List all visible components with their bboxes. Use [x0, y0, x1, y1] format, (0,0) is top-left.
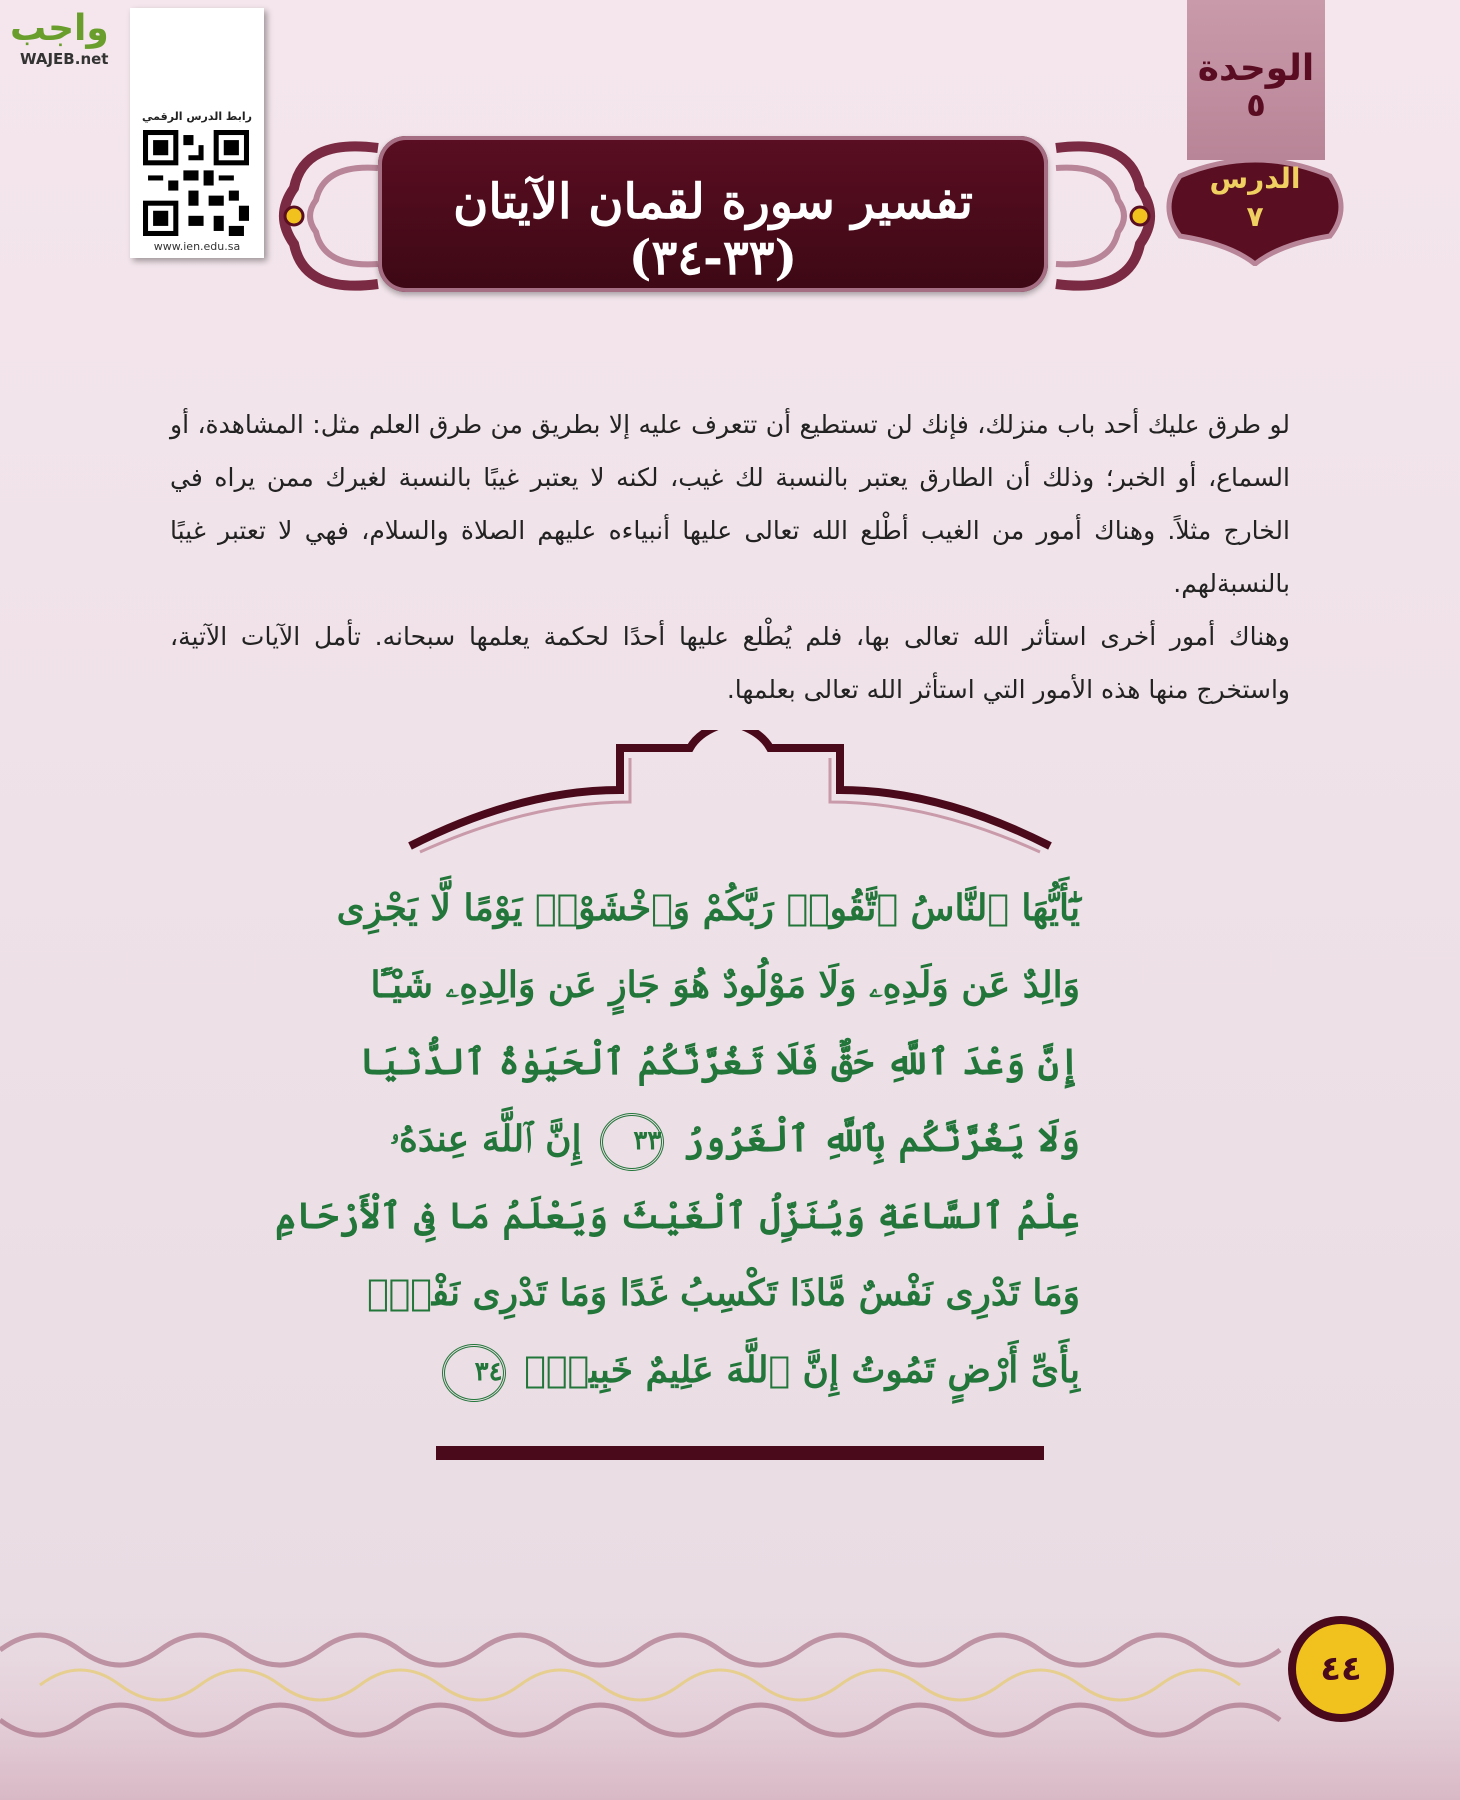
quran-verses — [275, 870, 1080, 1409]
verse-line-3: إِنَّ وَعْدَ ٱللَّهِ حَقٌّ فَلَا تَغُرَّنَّكُمُ ٱلْحَيَوٰةُ ٱلدُّنْيَا — [359, 1041, 1080, 1083]
section-divider — [436, 1446, 1044, 1460]
title-left-ornament-icon — [264, 138, 384, 294]
verse-line-7 — [390, 1332, 1080, 1409]
lesson-badge — [1160, 148, 1350, 266]
unit-label: الوحدة — [1197, 48, 1315, 89]
logo-arabic: واجب — [10, 8, 109, 49]
verse-line-2: وَالِدٌ عَن وَلَدِهِۦ وَلَا مَوْلُودٌ هُوَ جَازٍ عَن وَالِدِهِۦ شَيْـًٔا — [370, 964, 1080, 1006]
intro-paragraph-1: لو طرق عليك أحد باب منزلك، فإنك لن تستطيع أن تتعرف عليه إلا بطريق من طرق العلم مثل: المشاهدة، أو السماع، أو الخبر؛ وذلك أن الطارق يعتبر بالنسبة لك غيب، لكنه لا يعتبر غيبًا بالنسبة لغيرك ممن يراه في الخارج مثلاً. وهناك أمور من الغيب أطْلع الله تعالى عليها أنبياءه عليهم الصلاة والسلام، فهي لا تعتبر غيبًا بالنسبةلهم. — [170, 410, 1290, 598]
footer-ornament-band — [0, 1600, 1460, 1800]
qr-label: رابط الدرس الرقمي — [142, 110, 252, 123]
verse-number-34: ٣٤ — [442, 1344, 506, 1402]
verse-line-6: وَمَا تَدْرِى نَفْسٌ مَّاذَا تَكْسِبُ غَدًا وَمَا تَدْرِى نَفْسٌۢ — [366, 1272, 1080, 1314]
page-title: تفسير سورة لقمان الآيتان (٣٣-٣٤) — [453, 174, 973, 286]
verse-number-33: ٣٣ — [600, 1113, 664, 1171]
verse-line-1: يَٰٓأَيُّهَا ٱلنَّاسُ ٱتَّقُوا۟ رَبَّكُمْ وَٱخْشَوْا۟ يَوْمًا لَّا يَجْزِى — [336, 887, 1080, 929]
verse-line-4 — [390, 1101, 1080, 1178]
intro-paragraph-2: وهناك أمور أخرى استأثر الله تعالى بها، فلم يُطْلع عليها أحدًا لحكمة يعلمها سبحانه. تأمل الآيات الآتية، واستخرج منها هذه الأمور التي استأثر الله تعالى بعلمها. — [170, 622, 1290, 704]
lesson-label: الدرس — [1209, 162, 1301, 195]
title-right-ornament-icon — [1050, 138, 1170, 294]
qr-card[interactable] — [130, 8, 264, 258]
verse-line-4b: إِنَّ ٱللَّهَ عِندَهُۥ — [390, 1118, 582, 1160]
intro-text — [170, 398, 1290, 716]
lesson-title-bar — [378, 136, 1048, 292]
page-number: ٤٤ — [1296, 1624, 1386, 1714]
qr-url[interactable]: www.ien.edu.sa — [153, 240, 241, 253]
lesson-number: ٧ — [1246, 200, 1264, 233]
verse-line-4a: وَلَا يَغُرَّنَّكُم بِٱللَّهِ ٱلْغَرُورُ — [683, 1118, 1080, 1160]
unit-tab — [1187, 0, 1325, 160]
unit-number: ٥ — [1246, 86, 1266, 124]
verse-line-7-text: بِأَىِّ أَرْضٍ تَمُوتُ إِنَّ ٱللَّهَ عَلِيمٌ خَبِيرٌۢ — [524, 1349, 1080, 1391]
qr-code-icon[interactable] — [143, 130, 249, 236]
logo-latin: WAJEB.net — [20, 50, 109, 68]
verse-line-5: عِلْمُ ٱلسَّاعَةِ وَيُنَزِّلُ ٱلْغَيْثَ وَيَعْلَمُ مَا فِى ٱلْأَرْحَامِ — [275, 1195, 1080, 1237]
